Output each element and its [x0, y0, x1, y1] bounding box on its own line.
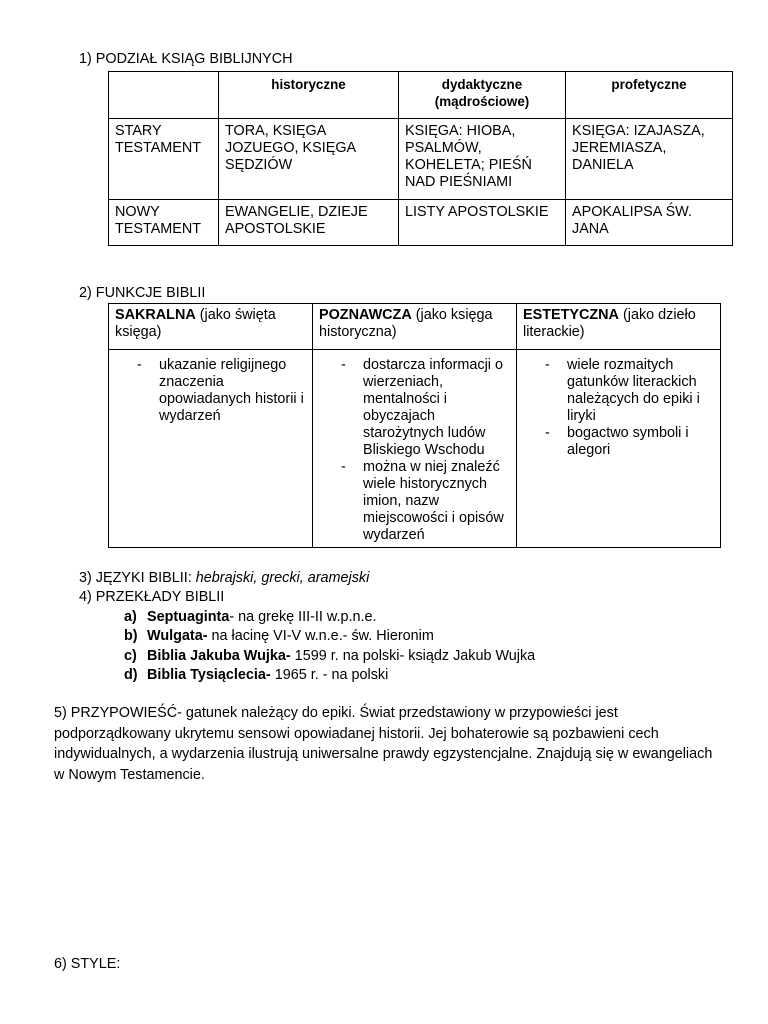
list-item: - dostarcza informacji o wierzeniach, mentalności i obyczajach starożytnych ludów Bliskiego Wschodu [341, 357, 503, 458]
table-row-old-testament [109, 119, 733, 200]
table-cell: LISTY APOSTOLSKIE [399, 200, 566, 246]
row-label: STARY TESTAMENT [109, 119, 219, 200]
section2-heading: 2) FUNKCJE BIBLII [79, 285, 206, 301]
languages-list: hebrajski, grecki, aramejski [195, 570, 370, 586]
row-label: NOWY TESTAMENT [109, 200, 219, 246]
table-header-row [109, 72, 733, 119]
list-item: - można w niej znaleźć wiele historycznych imion, nazw miejscowości i opisów wydarzeń [341, 459, 504, 543]
translation-item: a) Septuaginta- na grekę III-II w.p.n.e. [124, 609, 377, 625]
section3-heading: 3) JĘZYKI BIBLII: hebrajski, grecki, aramejski [79, 570, 370, 586]
table-cell: EWANGELIE, DZIEJE APOSTOLSKIE [219, 200, 399, 246]
section1-heading: 1) PODZIAŁ KSIĄG BIBLIJNYCH [79, 51, 293, 67]
table-cell: APOKALIPSA ŚW. JANA [566, 200, 733, 246]
table-cell: KSIĘGA: IZAJASZA, JEREMIASZA, DANIELA [566, 119, 733, 200]
function-aesthetic-cell [517, 350, 721, 548]
section6-heading: 6) STYLE: [54, 956, 121, 972]
list-item: - wiele rozmaitych gatunków literackich należących do epiki i liryki [545, 357, 700, 424]
function-sacral-header: SAKRALNA (jako święta księga) [109, 304, 313, 350]
books-division-table [108, 71, 733, 246]
functions-header-row [109, 304, 721, 350]
function-cognitive-cell [313, 350, 517, 548]
section4-heading: 4) PRZEKŁADY BIBLII [79, 589, 225, 605]
translation-item: b) Wulgata- na łacinę VI-V w.n.e.- św. Hieronim [124, 628, 434, 644]
functions-body-row [109, 350, 721, 548]
translation-item: c) Biblia Jakuba Wujka- 1599 r. na polski- ksiądz Jakub Wujka [124, 648, 536, 664]
parable-paragraph: 5) PRZYPOWIEŚĆ- gatunek należący do epiki. Świat przedstawiony w przypowieści jest podporządkowany ukrytemu sensowi opowiadanej historii. Jej bohaterowie są pozbawieni cech indywidualnych, a wydarzenia ilustrują uniwersalne prawdy egzystencjalne. Znajdują się w ewangeliach w Nowym Testamencie. [54, 705, 713, 784]
header-historical: historyczne [219, 72, 399, 119]
function-sacral-cell [109, 350, 313, 548]
bible-functions-table [108, 303, 721, 548]
table-cell: TORA, KSIĘGA JOZUEGO, KSIĘGA SĘDZIÓW [219, 119, 399, 200]
empty-corner-cell [109, 72, 219, 119]
function-aesthetic-header: ESTETYCZNA (jako dzieło literackie) [517, 304, 721, 350]
function-cognitive-header: POZNAWCZA (jako księga historyczna) [313, 304, 517, 350]
list-item: - ukazanie religijnego znaczenia opowiadanych historii i wydarzeń [137, 357, 304, 424]
table-cell: KSIĘGA: HIOBA, PSALMÓW, KOHELETA; PIEŚŃ NAD PIEŚNIAMI [399, 119, 566, 200]
header-didactic: dydaktyczne (mądrościowe) [399, 72, 566, 119]
table-row-new-testament [109, 200, 733, 246]
list-item: - bogactwo symboli i alegori [545, 425, 689, 458]
header-prophetic: profetyczne [566, 72, 733, 119]
translation-item: d) Biblia Tysiąclecia- 1965 r. - na polski [124, 667, 389, 683]
